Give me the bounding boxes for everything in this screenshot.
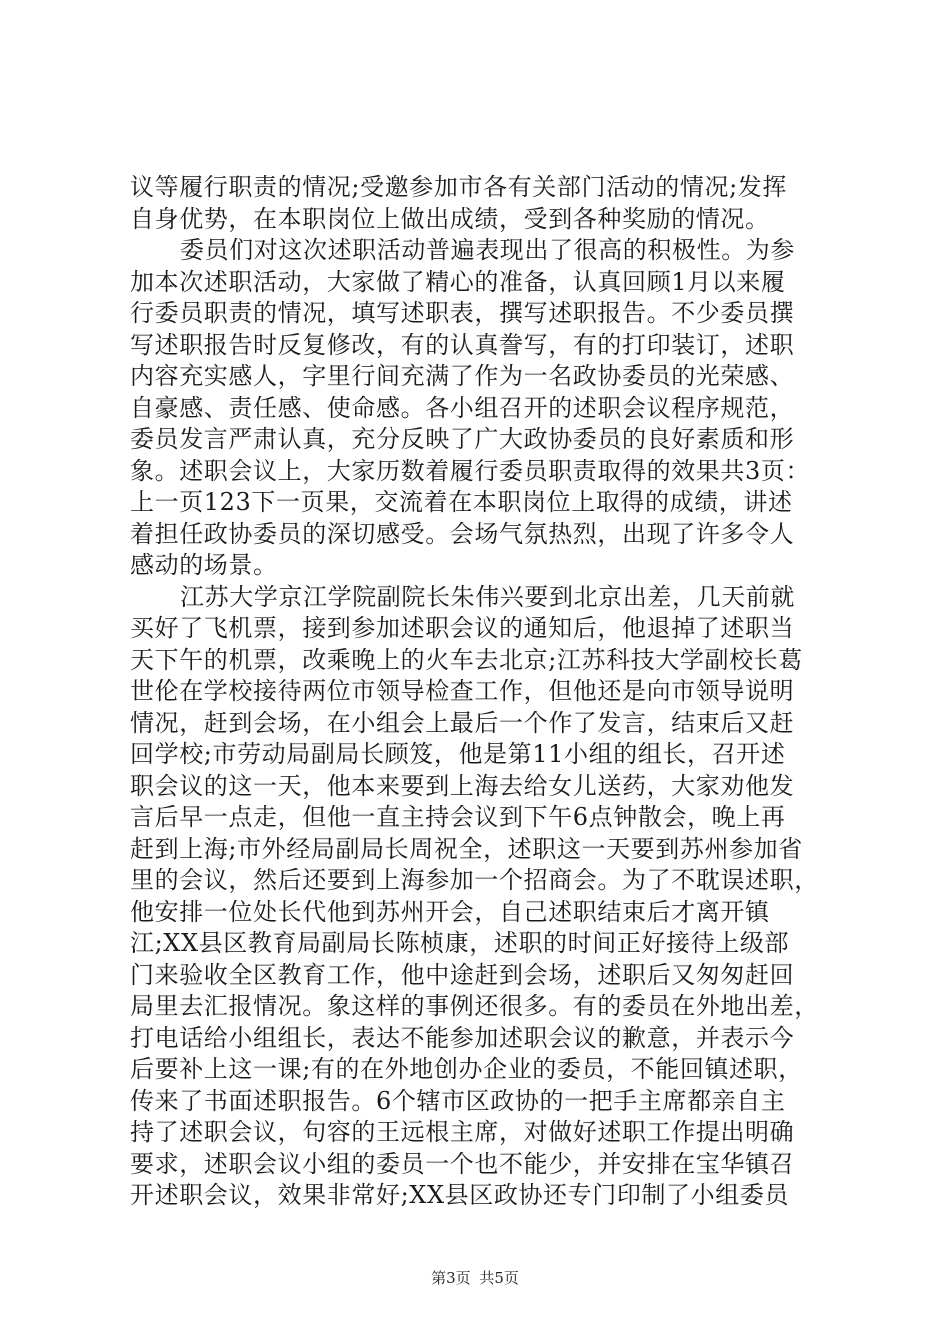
text-line: 加本次述职活动，大家做了精心的准备，认真回顾1月以来履 <box>130 267 786 296</box>
text-line: 世伦在学校接待两位市领导检查工作，但他还是向市领导说明 <box>130 677 795 705</box>
text-line: 上一页123下一页果，交流着在本职岗位上取得的成绩，讲述 <box>130 488 793 516</box>
text-line: 传来了书面述职报告。6个辖市区政协的一把手主席都亲自主 <box>130 1086 786 1115</box>
text-line: 回学校;市劳动局副局长顾笈，他是第11小组的组长，召开述 <box>130 740 786 768</box>
text-line: 委员发言严肃认真，充分反映了广大政协委员的良好素质和形 <box>130 425 795 453</box>
page-total: 共5页 <box>479 1269 519 1287</box>
text-line: 写述职报告时反复修改，有的认真誊写，有的打印装订，述职 <box>130 330 795 359</box>
text-line: 打电话给小组组长，表达不能参加述职会议的歉意，并表示今 <box>130 1023 795 1052</box>
paragraph-start-line: 委员们对这次述职活动普遍表现出了很高的积极性。为参 <box>180 236 795 264</box>
text-line: 要求，述职会议小组的委员一个也不能少，并安排在宝华镇召 <box>130 1149 795 1178</box>
text-line: 自身优势，在本职岗位上做出成绩，受到各种奖励的情况。 <box>130 204 770 233</box>
text-line: 情况，赶到会场，在小组会上最后一个作了发言，结束后又赶 <box>130 708 795 737</box>
text-line: 持了述职会议，句容的王远根主席，对做好述职工作提出明确 <box>130 1118 795 1146</box>
page-number: 第3页 <box>431 1269 471 1287</box>
text-line: 职会议的这一天，他本来要到上海去给女儿送药，大家劝他发 <box>130 771 795 800</box>
text-line: 门来验收全区教育工作，他中途赶到会场，述职后又匆匆赶回 <box>130 960 795 989</box>
text-line: 议等履行职责的情况;受邀参加市各有关部门活动的情况;发挥 <box>130 173 787 201</box>
text-line: 内容充实感人，字里行间充满了作为一名政协委员的光荣感、 <box>130 362 795 390</box>
text-line: 里的会议，然后还要到上海参加一个招商会。为了不耽误述职， <box>130 866 819 894</box>
text-line: 感动的场景。 <box>130 551 278 579</box>
text-line: 后要补上这一课;有的在外地创办企业的委员，不能回镇述职， <box>130 1055 803 1083</box>
text-line: 自豪感、责任感、使命感。各小组召开的述职会议程序规范， <box>130 393 795 422</box>
text-line: 他安排一位处长代他到苏州开会，自己述职结束后才离开镇 <box>130 897 770 926</box>
text-line: 象。述职会议上，大家历数着履行委员职责取得的效果共3页： <box>130 456 811 485</box>
text-line: 着担任政协委员的深切感受。会场气氛热烈，出现了许多令人 <box>130 519 795 548</box>
text-line: 开述职会议，效果非常好;XX县区政协还专门印制了小组委员 <box>130 1181 790 1209</box>
text-line: 天下午的机票，改乘晚上的火车去北京;江苏科技大学副校长葛 <box>130 645 803 674</box>
text-line: 买好了飞机票，接到参加述职会议的通知后，他退掉了述职当 <box>130 614 795 642</box>
paragraph-start-line: 江苏大学京江学院副院长朱伟兴要到北京出差，几天前就 <box>180 582 795 611</box>
document-body <box>130 172 830 1212</box>
text-line: 言后早一点走，但他一直主持会议到下午6点钟散会，晚上再 <box>130 803 786 831</box>
text-line: 行委员职责的情况，填写述职表，撰写述职报告。不少委员撰 <box>130 299 795 327</box>
text-line: 赶到上海;市外经局副局长周祝全，述职这一天要到苏州参加省 <box>130 834 803 863</box>
page-footer <box>0 1267 950 1288</box>
text-line: 江;XX县区教育局副局长陈桢康，述职的时间正好接待上级部 <box>130 929 790 957</box>
text-line: 局里去汇报情况。象这样的事例还很多。有的委员在外地出差， <box>130 992 819 1020</box>
